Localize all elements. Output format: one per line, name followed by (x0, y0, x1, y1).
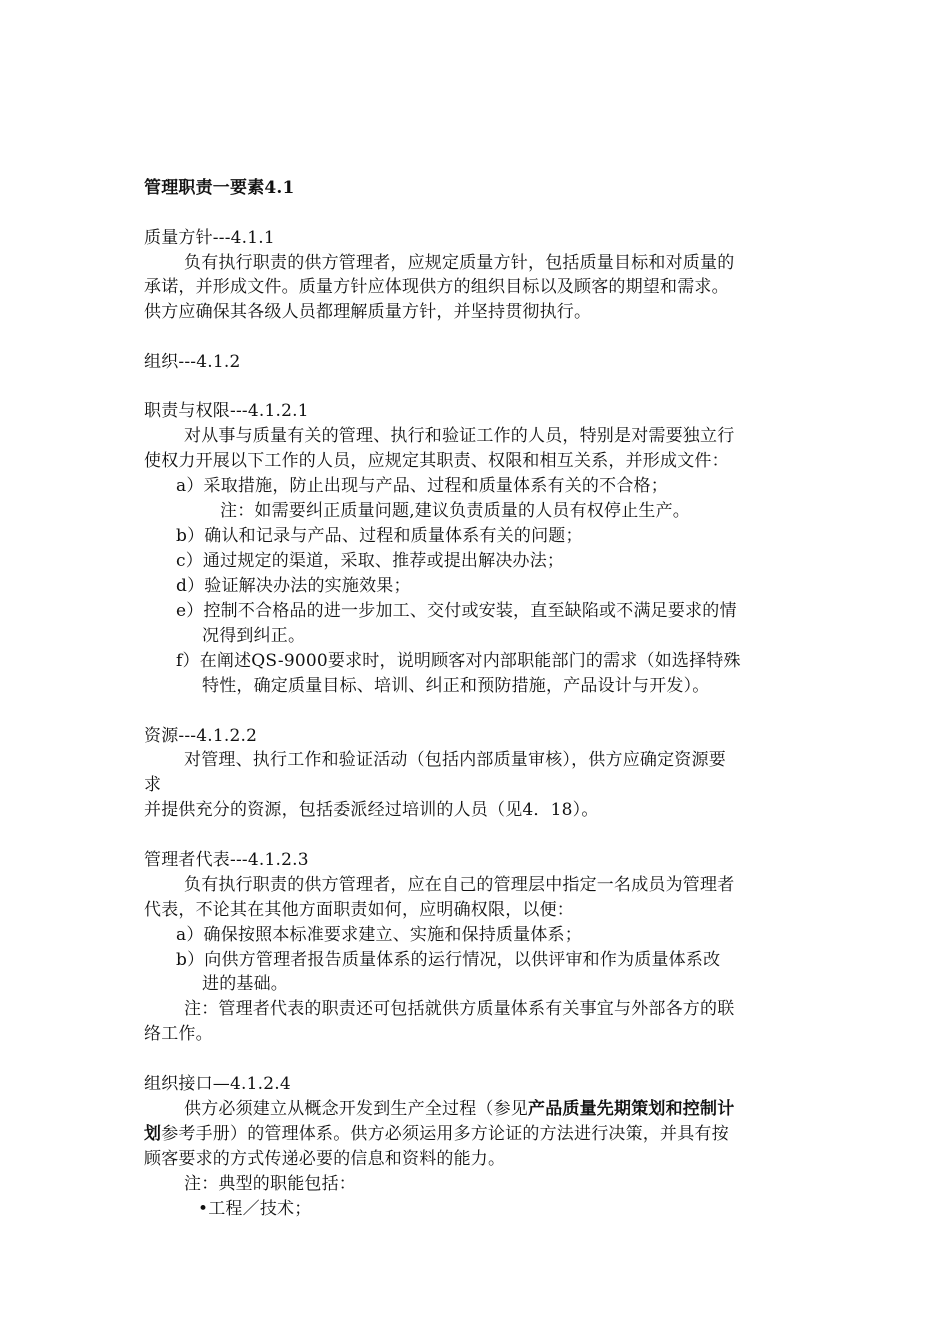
paragraph-line: 使权力开展以下工作的人员，应规定其职责、权限和相互关系，并形成文件： (144, 451, 729, 471)
list-item: c）通过规定的渠道，采取、推荐或提出解决办法； (176, 551, 565, 571)
organization-heading: 组织---4.1.2 (144, 352, 241, 372)
paragraph-line: 并提供充分的资源，包括委派经过培训的人员（见4．18）。 (144, 800, 599, 820)
manual-title-bold: 产品质量先期策划和控制计 (528, 1099, 735, 1119)
paragraph-line: 供方应确保其各级人员都理解质量方针，并坚持贯彻执行。 (144, 302, 592, 322)
paragraph-line: 顾客要求的方式传递必要的信息和资料的能力。 (144, 1149, 506, 1169)
paragraph-line: 代表，不论其在其他方面职责如何，应明确权限，以便： (144, 900, 574, 920)
paragraph-line: 对管理、执行工作和验证活动（包括内部质量审核），供方应确定资源要 (184, 750, 726, 770)
list-item-continuation: 进的基础。 (202, 974, 288, 994)
manual-title-bold: 划 (144, 1124, 162, 1144)
interface-heading: 组织接口—4.1.2.4 (144, 1074, 291, 1094)
paragraph-line: 承诺，并形成文件。质量方针应体现供方的组织目标以及顾客的期望和需求。 (144, 277, 729, 297)
note-line: 注：如需要纠正质量问题,建议负责质量的人员有权停止生产。 (220, 501, 691, 521)
list-item: e）控制不合格品的进一步加工、交付或安装，直至缺陷或不满足要求的情 (176, 601, 737, 621)
responsibility-heading: 职责与权限---4.1.2.1 (144, 401, 309, 421)
representative-heading: 管理者代表---4.1.2.3 (144, 850, 309, 870)
list-item: b）向供方管理者报告质量体系的运行情况，以供评审和作为质量体系改 (176, 950, 721, 970)
paragraph-text: 参考手册）的管理体系。供方必须运用多方论证的方法进行决策，并具有按 (161, 1124, 729, 1144)
paragraph-text: 供方必须建立从概念开发到生产全过程（参见 (184, 1099, 528, 1119)
note-line: 络工作。 (144, 1024, 213, 1044)
list-item: f）在阐述QS-9000要求时，说明顾客对内部职能部门的需求（如选择特殊 (176, 651, 741, 671)
list-item: d）验证解决办法的实施效果； (176, 576, 411, 596)
bullet-item: •工程／技术； (198, 1199, 312, 1219)
document-title: 管理职责一要素4.1 (144, 178, 295, 198)
paragraph-line: 求 (144, 775, 162, 795)
paragraph-line: 对从事与质量有关的管理、执行和验证工作的人员，特别是对需要独立行 (184, 426, 735, 446)
list-item: b）确认和记录与产品、过程和质量体系有关的问题； (176, 526, 583, 546)
list-item: a）采取措施，防止出现与产品、过程和质量体系有关的不合格； (176, 476, 668, 496)
paragraph-line: 负有执行职责的供方管理者，应在自己的管理层中指定一名成员为管理者 (184, 875, 735, 895)
list-item-continuation: 况得到纠正。 (202, 626, 306, 646)
paragraph-line (184, 1097, 734, 1121)
list-item: a）确保按照本标准要求建立、实施和保持质量体系； (176, 925, 582, 945)
note-line: 注：管理者代表的职责还可包括就供方质量体系有关事宜与外部各方的联 (184, 999, 735, 1019)
paragraph-line (144, 1122, 729, 1146)
quality-policy-heading: 质量方针---4.1.1 (144, 228, 275, 248)
resources-heading: 资源---4.1.2.2 (144, 726, 258, 746)
list-item-continuation: 特性，确定质量目标、培训、纠正和预防措施，产品设计与开发）。 (202, 676, 710, 696)
note-line: 注：典型的职能包括： (184, 1174, 356, 1194)
paragraph-line: 负有执行职责的供方管理者，应规定质量方针，包括质量目标和对质量的 (184, 253, 735, 273)
